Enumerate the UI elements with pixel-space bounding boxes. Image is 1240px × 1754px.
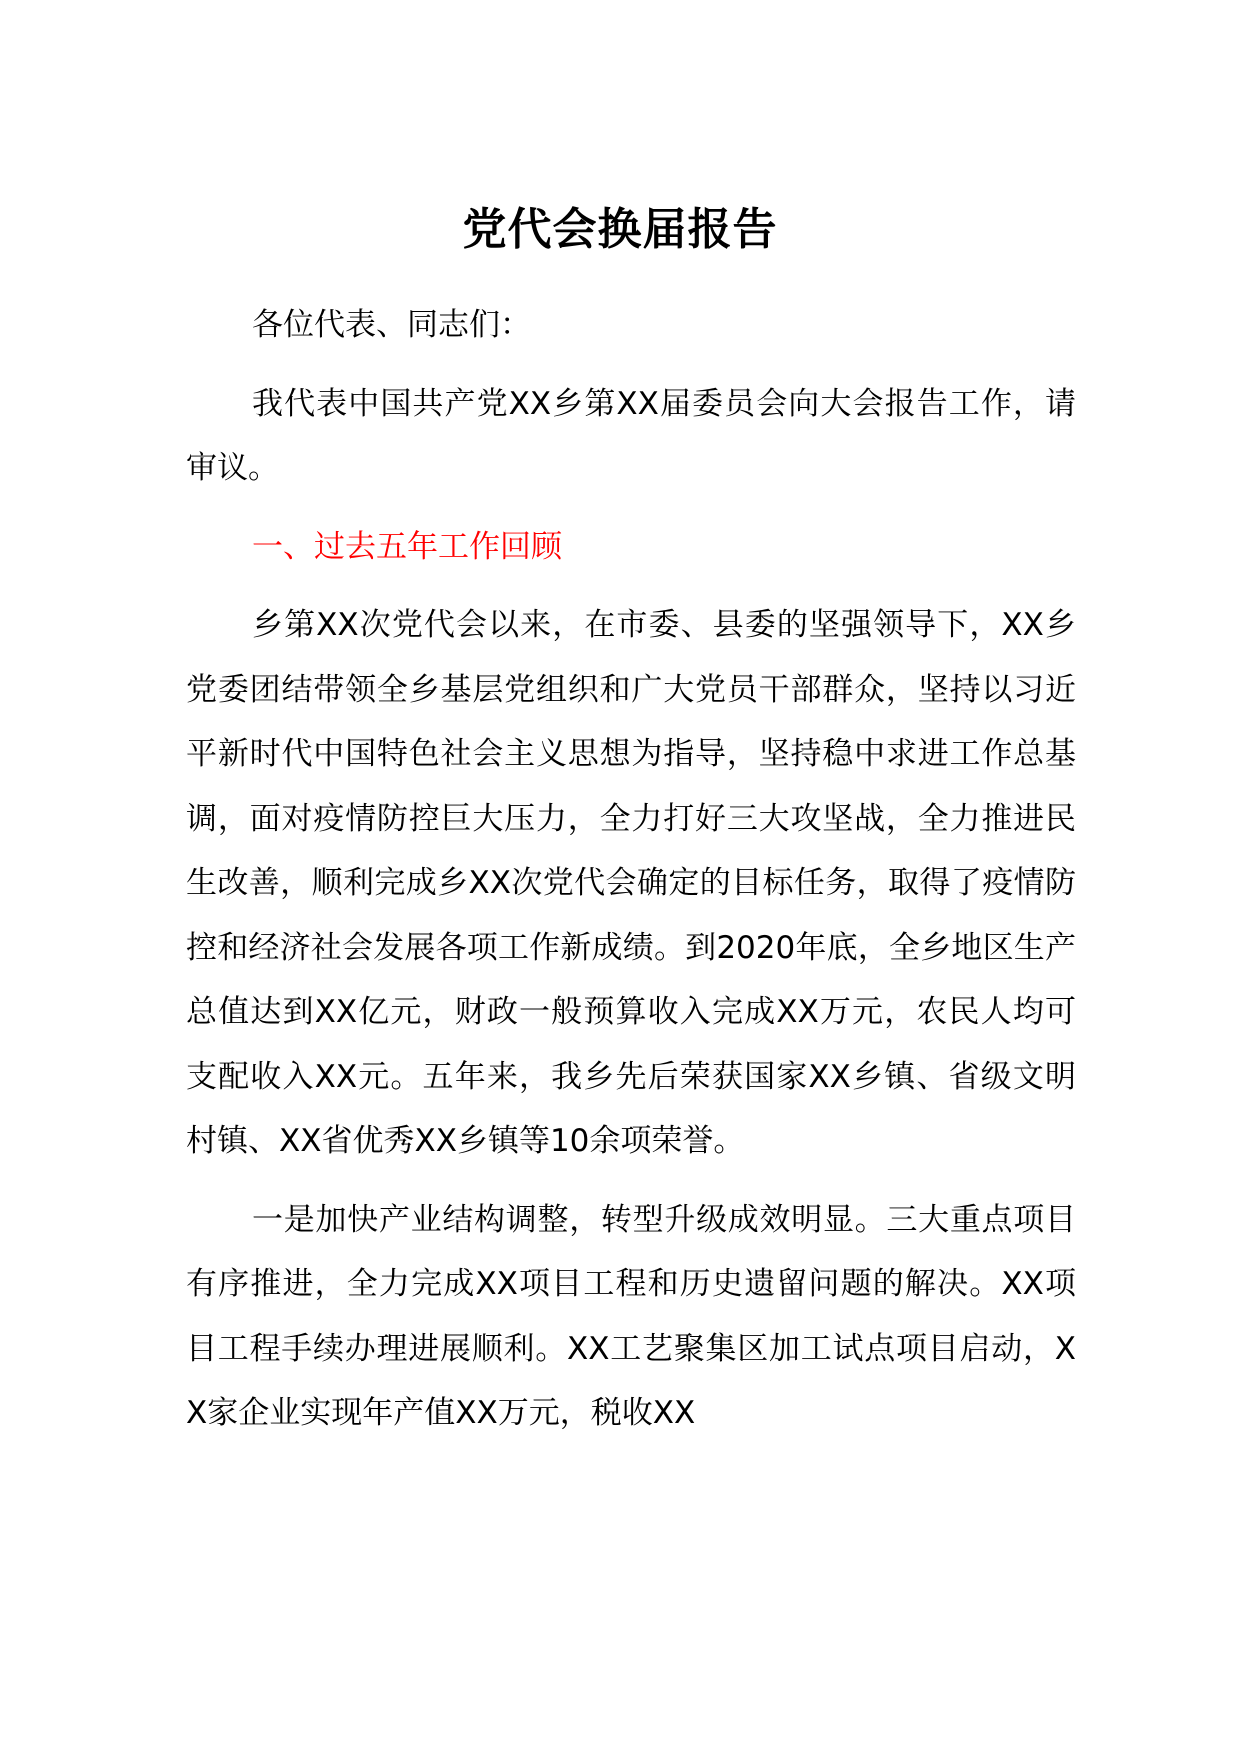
industry-paragraph: 一是加快产业结构调整，转型升级成效明显。三大重点项目有序推进，全力完成XX项目工程和历史遗留问题的解决。XX项目工程手续办理进展顺利。XX工艺聚集区加工试点项目启动，XX家企业实现年产值XX万元，税收XX xyxy=(186,1201,1076,1431)
intro-paragraph: 我代表中国共产党XX乡第XX届委员会向大会报告工作，请审议。 xyxy=(186,385,1076,486)
section-heading: 一、过去五年工作回顾 xyxy=(252,528,562,565)
document-body xyxy=(186,293,1076,1446)
review-paragraph: 乡第XX次党代会以来，在市委、县委的坚强领导下，XX乡党委团结带领全乡基层党组织和广大党员干部群众，坚持以习近平新时代中国特色社会主义思想为指导，坚持稳中求进工作总基调，面对疫情防控巨大压力，全力打好三大攻坚战，全力推进民生改善，顺利完成乡XX次党代会确定的目标任务，取得了疫情防控和经济社会发展各项工作新成绩。到2020年底，全乡地区生产总值达到XX亿元，财政一般预算收入完成XX万元，农民人均可支配收入XX元。五年来，我乡先后荣获国家XX乡镇、省级文明村镇、XX省优秀XX乡镇等10余项荣誉。 xyxy=(186,607,1076,1159)
greeting: 各位代表、同志们： xyxy=(252,307,531,343)
document-title: 党代会换届报告 xyxy=(462,204,778,255)
